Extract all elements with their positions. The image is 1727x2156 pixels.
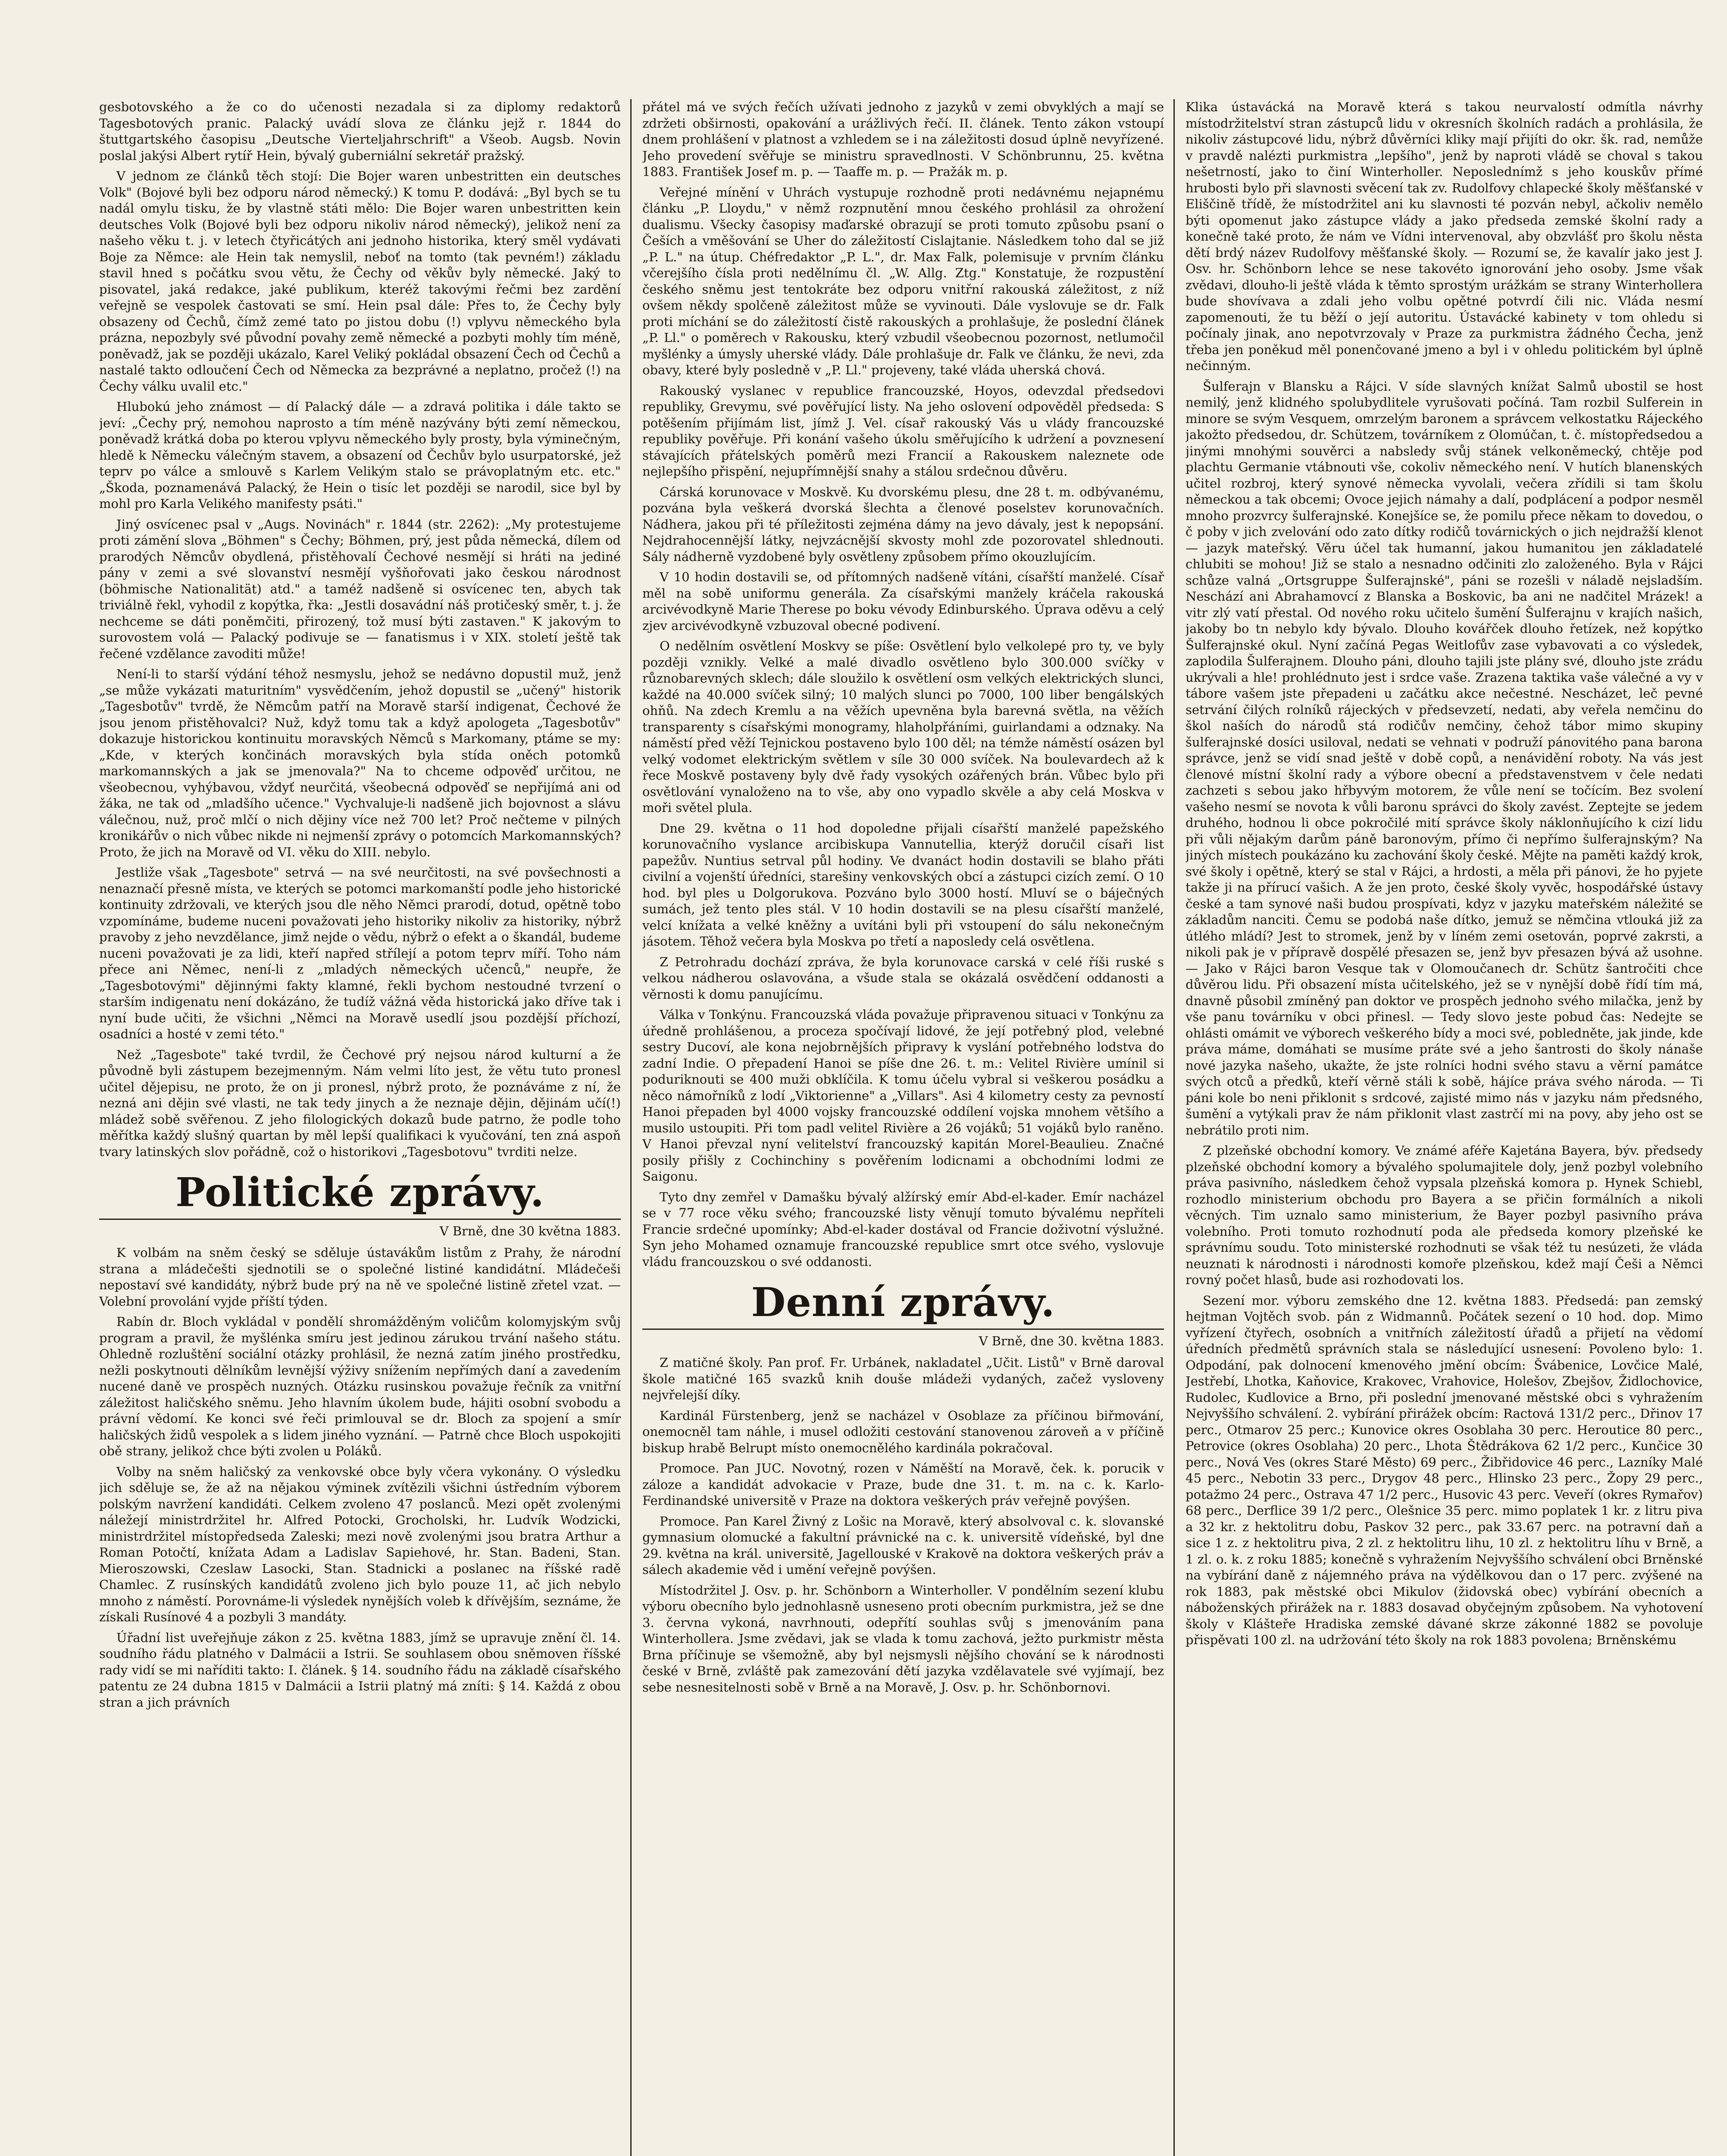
column-3 [1186, 99, 1703, 2156]
article-paragraph: V 10 hodin dostavili se, od přítomných nadšeně vítáni, císařští manželé. Císař měl na sobě uniformu generála. Za císařskými manžely kráčela rakouská arcivévodkyně Marie Therese po boku vévody Edinburského. Úprava oděvu a celý zjev arcivévodkyně vzbuzoval obecné podivení. [642, 570, 1164, 633]
section-heading-politicke: Politické zprávy. [175, 1169, 544, 1216]
article-paragraph: Dne 29. května o 11 hod dopoledne přijali císařští manželé papežského korunovačního vyslance arcibiskupa Vannutellia, kterýž doručil císaři list papežův. Nuntius setrval půl hodiny. Ve dvanáct hodin dostavili se blaho přáti civilní a vojenští úředníci, starešiny venkovských obcí a zástupci cizích zemí. O 10 hod. byl ples u Dolgorukova. Pozváno bylo 3000 hostí. Mluví se o báječných sumách, jež tento ples stál. V 10 hodin dostavili se na plesu císařští manželé, velcí knížata a velké kněžny a uvítáni byli při vstoupení do sálu nekonečným jásotem. Těhož večera byla Moskva po třetí a naposledy celá osvětlena. [642, 821, 1164, 949]
article-paragraph: O nedělním osvětlení Moskvy se píše: Osvětlení bylo velkolepé pro ty, ve byly později vznikly. Velké a malé divadlo osvětleno bylo 300.000 svíčky v různobarevných sklech; dále sloužilo k osvětlení osm velkých elektrických slunci, každé na 40.000 svíček silný; 10 malých slunci po 7000, 100 liber bengálských ohňů. Na zdech Kremlu a na věžích upevněna byla barevná světla, na věžích transparenty s císařskými monogramy, hlaholpřáními, guirlandami a odznaky. Na náměstí před věží Tejnickou postaveno bylo 100 děl; na témže náměstí osázen byl velký vodomet elektrickým světlem v síle 30 000 svíček. Na boulevardech až k řece Moskvě postaveny byly dvě řady vysokých ozářených brán. Vůbec bylo při osvětlování vynaloženo na to vše, aby ono vypadlo skvěle a aby celá Moskva v moři světel plula. [642, 639, 1164, 815]
article-paragraph: Tyto dny zemřel v Damašku bývalý alžírský emír Abd-el-kader. Emír nacházel se v 77 roce věku svého; francouzské listy věnují tomuto bývalému nepříteli Francie srdečné upomínky; Abd-el-kader dostával od Francie doživotní výslužné. Syn jeho Mohamed oznamuje francouzské republice smrt otce svého, vyslovuje vládu francouzskou o své oddanosti. [642, 1189, 1164, 1269]
heading-rule [642, 1329, 1164, 1330]
article-paragraph: Kardinál Fürstenberg, jenž se nacházel v Osoblaze za příčinou biřmování, onemocněl tam náhle, i musel odložiti cestování stanovenou zároveň a v příčině biskup hrabě Belrupt místo onemocnělého kardinála pokračoval. [642, 1408, 1164, 1455]
article-paragraph: Jiný osvícenec psal v „Augs. Novinách" r. 1844 (str. 2262): „My protestujeme proti zámění slova „Böhmen" s Čechy; Böhmen, prý, jest půda německá, dílem od prarodých Němcův obydlená, přistěhovalí Čechové nesmějí si hráti na jediné pány v zemi a své slovanství nesmějí vyšňořovati jako českou národnost (böhmische Nationalität) atd." a taméž nadšeně si osvícenec ten, abych tak triviálně řekl, vyhodil z kopýtka, řka: „Jestli dosavádní náš protičeský směr, t. j. že nechceme se dáti poněmčiti, přirozený, tož musí býti zastaven." K jakovým to surovostem volá — Palacký podivuje se — fanatismus i v XIX. století ještě tak řečené vzdělance zavoditi může! [99, 517, 621, 661]
article-paragraph: Promoce. Pan JUC. Novotný, rozen v Náměští na Moravě, ček. k. porucik v záloze a kandidát advokacie v Praze, bude dne 31. t. m. na c. k. Karlo-Ferdinandské universitě v Praze na doktora veškerých práv veřejně povýšen. [642, 1461, 1164, 1508]
article-paragraph: Veřejné mínění v Uhrách vystupuje rozhodně proti nedávnému nejapnému článku „P. Lloydu," v němž rozpnutění mnou českého prohlásil za ohrožení dualismu. Všecky časopisy maďarské obrazují se proti tomuto způsobu psaní o Češích a vměšování se Uher do záležitostí Cislajtanie. Následkem toho dal se již „P. L." na útup. Chéfredaktor „P. L.", dr. Max Falk, polemisuje v prvním článku včerejšího čísla proti nedělnímu čl. „W. Allg. Ztg." Konstatuje, že rozpustění českého sněmu jest tentokráte bez odporu vnitřní rakouská záležitost, z níž ovšem někdy spolčeně záležitost může se vyvinouti. Dále vyslovuje se dr. Falk proti míchání se do záležitostí čistě rakouských a prohlašuje, že poslední článek „P. Ll." o poměrech v Rakousku, který vzbudil všeobecnou pozornost, netlumočil myšlénky a úmysly uherské vlády. Dále prohlašuje dr. Falk ve článku, že nevi, zda obavy, které byly posledně v „P. Ll." projeveny, také vláda uherská chová. [642, 185, 1164, 377]
article-paragraph: Promoce. Pan Karel Živný z Lošic na Moravě, který absolvoval c. k. slovanské gymnasium olomucké a fakultní právnické na c. k. universitě vídeňské, byl dne 29. května na král. universitě, Jagellouské v Krakově na doktora veškerých práv a sálech akademie věd i umění veřejně povýšen. [642, 1514, 1164, 1577]
section-heading-denni: Denní zprávy. [751, 1279, 1055, 1326]
article-paragraph: přátel má ve svých řečích užívati jednoho z jazyků v zemi obvyklých a mají se zdržeti obširnosti, opakování a urážlivých řečí. II. článek. Tento zákon vstoupí dnem prohlášení v platnost a vzhledem se i na záležitosti dosud úplně nevyřízené. Jeho provedení svěřuje se ministru spravedlnosti. V Schönbrunnu, 25. května 1883. František Josef m. p. — Taaffe m. p. — Pražák m. p. [642, 100, 1164, 179]
article-paragraph: Úřadní list uveřejňuje zákon z 25. května 1883, jímž se upravuje znění čl. 14. soudního řádu platného v Dalmácii a Istrii. Se souhlasem obou sněmoven říšské rady vidí se mi naříditi takto: I. článek. § 14. soudního řádu na základě císařského patentu ze 24 dubna 1815 v Dalmácii a Istrii platný má zníti: § 14. Každá z obou stran a jich právních [99, 1630, 621, 1710]
article-paragraph: Rabín dr. Bloch vykládal v pondělí shromážděným voličům kolomyjským svůj program a pravil, že myšlénka smíru jest jedinou zárukou trvání našeho státu. Ohledně rozluštění sociální otázky prohlásil, že nezná zatím jiného prostředku, nežli poskytnouti dělníkům levnější výživy snížením nepřímých daní a zavedením nucené daně ve prospěch nuzných. Otázku rusinskou považuje řečník za vnitřní záležitost haličského sněmu. Jeho hlavním úkolem bude, hájiti osobní svobodu a právní vědomí. Ke konci své řeči primlouval se dr. Bloch za spojení a smír haličských židů vespolek a s lidem jiného vyznání. — Patrně chce Bloch uspokojiti obě strany, jelikož chce býti zvolen u Poláků. [99, 1314, 621, 1458]
dateline: V Brně, dne 30 května 1883. [439, 1224, 621, 1238]
column-divider [1173, 99, 1175, 2156]
article-paragraph: K volbám na sněm český se sděluje ústavákům listům z Prahy, že národní strana a mládečešti sjednotili se o společné listiné kandidátní. Mládečeši nepostaví své kandidáty, nýbrž bude prý na ně ve společné listině zřetel vzat. — Volební provolání vyjde příští týden. [99, 1245, 621, 1309]
dateline: V Brně, dne 30. května 1883. [979, 1334, 1164, 1348]
article-paragraph: Šulferajn v Blansku a Rájci. V síde slavných knížat Salmů ubostil se host nemilý, jenž klidného spolubydlitele vyrušovati počíná. Tam rozbil Sulferein in minore se svým Vesquem, omrzelým baronem a správcem velkostatku Rájeckého jakožto předsedou, dr. Schützem, továrníkem z Olomúčan, t. č. místopředsedou a jinými mnohými souvěrci a nabsledy svůj stánek velkoněmecký, chtěje pod plachtu Germanie vtábnouti vše, cokoliv německého není. V hutích blanenských učitel rozbroj, který synové německa vyvolali, večera zřídili si tam školu německou a tak obcemi; Ovoce jejich námahy a dalí, podplácení a podpor nesměl mnoho prozvrcy šulferajnské. Konejšíce se, že pomilu přece někam to dovedou, o č poby v jich zvelování odo zato dítky rodičů továrnických o jich nejdražší klenot — jazyk mateřský. Věru účel tak humanní, jakou humanitou jen základatelé chlubiti se mohou! Již se stalo a nesnadno odčiniti zlo založeného. Byla v Rájci schůze valná „Ortsgruppe Šulferajnské", páni se rozešli v náladě nejsladším. Neschází ani Abrahamovcí z Blanska a Boskovic, ba ani ne nadčitel Mrázek! a vitr zlý vatí přestal. Od nového roku učitelo šumění Šulferajnu v krajích našich, jakoby bo tn nebylo kdy bývalo. Dlouho kovářček dlouho řetízek, než kopýtko Šulferajnské okul. Nyní začíná Pegas Weitlofův zase vybavovati a co výsledek, zaplodila Šulferajnem. Dlouho páni, dlouho tajili jste plány své, dlouho jste zrádu ukrývali a hle! prohlédnuto jest i srdce vaše. Zrazena taktika vaše válečné a vy v tábore vašem jste přepadeni u začátku akce nečestné. Nescházet, leč pevné setrvání čilých rolníků rájeckých v předsevzetí, nedati, aby veřela nemčinu do škol naších do národů stá rodičův nemčiny, čehož tábor mimo skupiny šulferajnské dosíci usiloval, nedati se vehnati v podruží pánovitého pana barona správce, jenž se vidí snad ještě v době copů, a nenávidění roboty. Na vás jest členové místní školní rady a výbore obecní a představenstvem v čele nedati zachzeti s sebou jako hřbyvým motorem, že vůle není se točícím. Bez svolení vašeho nesmí se novota k vůli baronu správci do školy zavést. Zeptejte se jedem druhého, hodnou li obce pokročilé mití správce školy náklonňujícího k cizí lidu při vůli nějakým darům páně baronovým, přímo či nepřímo šulferajnským? Na jiných místech poukázáno ku zachování školy české. Mějte na paměti každý krok, své školy i opětně, který se stal v Rájci, a hrdosti, a měla při pánovi, že ho pyjete takže ji na přírucí vašich. A že jen proto, české školy vyvěc, hospodářské ústavy české a tam synové naši budou prospívati, kdyz v jazyku mateřském náležité se základům nanciti. Čemu se podobá naše dítko, jemuž se němčina vtlouká již za útlého mládí? Jest to stromek, jenž by v líném zemi osetován, poprvé zakrsti, a nikoli pak je v přípravě dospělé přesazen se, jenž byv přesazen bývá až usohne. — Jako v Rájci baron Vesque tak v Olomoučanech dr. Schütz šantročiti chce důvěrou lidu. Při obsazení místa učitelského, jež se v nynější době řídí tím má, dnavně působil zmíněný pan doktor ve prospěch jednoho svého milačka, jenž by vše panu továrníku v obci přinesl. — Tedy slovo jeste pobud čas: Nedejte se ohlásti omámit ve výborech veškerého bídy a moci své, pobledněte, jak jinde, kde práva máme, domáhati se musíme práte své a jeho šantrosti do školy nánaše nové jazyka našeho, ukažte, že jste rolníci hodni svého stavu a věrní památce svých otců a předků, kteří věrně stáli k sobě, hájíce práva svého národa. — Ti páni kole bo neni přiklonit s srdcové, zajisté mimo nás v jazyku nám předsného, šumění a vytýkali prav že nám přiklonit vlast zastrčí mi na povy, aby jeho ost se nebrátilo proti nim. [1186, 379, 1703, 1138]
article-paragraph: Hlubokú jeho známost — dí Palacký dále — a zdravá politika i dále takto se jeví: „Čechy prý, nemohou naprosto a tím méně nazývány býti zemí německou, poněvadž krátká doba po kterou vplyvu německého byly prosty, byla výminečným, hledě k Německu válečným stavem, a obsazení od Čechův bylo usurpatorské, jež teprv po válce a smlouvě s Karlem Velikým stalo se právoplatným etc. etc." „Škoda, poznamenává Palacký, že Hein o tisíc let později se narodil, sice byl by mohl pro Karla Velikého manifesty psáti." [99, 399, 621, 511]
article-paragraph: Válka v Tonkýnu. Francouzská vláda považuje připravenou situaci v Tonkýnu za úředně prohlášenou, a proceza spočívají lidové, že její potřebný plod, velebné sestry Ducoví, ale kona nejobrnějších připravy k vyslání potřebného lodstva do zadní Indie. O přepadení Hanoi se píše dne 26. t. m.: Velitel Rivière umínil si poduriknouti se 400 muži obklíčila. K tomu účelu vybral si veškerou posádku a něco námořníků z lodí „Viktorienne" a „Villars". Asi 4 kilometry cesty za pevností Hanoi přepaden byl 4000 vojsky francouzské oddílení vojska mnohem většího a musilo ustoupiti. Při tom padl velitel Rivière a 26 vojáků; 51 vojáků bylo raněno. V Hanoi převzal nyní velitelství francouzský kapitán Morel-Beaulieu. Značné posily přišly z Cochinchiny s pověřením lodicnami a obchodními lodmi ze Saigonu. [642, 1007, 1164, 1184]
article-paragraph: gesbotovského a že co do učenosti nezadala si za diplomy redaktorů Tagesbotových pranic. Palacký uvádí slova ze článku jejž r. 1844 do štuttgartského časopisu „Deutsche Vierteljahrschrift" a Všeob. Augsb. Novin poslal jakýsi Albert rytíř Hein, bývalý guberniální sekretář pražský. [99, 100, 621, 163]
article-paragraph: Není-li to starší výdání téhož nesmyslu, jehož se nedávno dopustil muž, jenž „se může vykázati maturitním" vysvědčením, jehož dopustil se „učený" historik „Tagesbotův" tvrdě, že Němcům patří na Moravě starší indigenat, Čechové že jsou jenom přistěhovalci? Nuž, když tomu tak a když apologeta „Tagesbotův" dokazuje historickou kontinuitu moravských Němců s Markomany, ptáme se my: „Kde, v kterých končinách moravských byla stída oněch potomků markomannských a jak se jmenovala?" Na to chceme odpověď určitou, ne všeobecnou, vyhýbavou, vždyť neurčitá, všeobecná odpověď se nepřijímá ani od žáka, ne tak od „mladšího učence." Vychvaluje-li nadšeně jich bojovnost a slávu válečnou, nuž, proč mlčí o nich dějiny více než 700 let? Proč nečteme v pilných kronikářův o nich vůbec nikde ni nejmenší zprávy o potomcích Markomannských? Proto, že jich na Moravě od VI. věku do XIII. nebylo. [99, 667, 621, 859]
article-paragraph: Z matičné školy. Pan prof. Fr. Urbánek, nakladatel „Učit. Listů" v Brně daroval škole matičné 165 svazků knih douše mládeži vydaných, začež vysloveny nejvřelejší díky. [642, 1355, 1164, 1402]
article-paragraph: Než „Tagesbote" také tvrdil, že Čechové prý nejsou národ kulturní a že původně byli zástupem bezejmenným. Nám velmi líto jest, že větu tuto pronesl učitel dějepisu, ne proto, že on ji pronesl, nýbrž proto, že poznáváme z ní, že nezná ani dějin své vlasti, ne tak tedy jinych a že neznaje dějin, dějinám učí(!) mládež sobě svěřenou. Z jeho filologických dokazů bude patrno, že podle toho měřítka každý slušný quartan by měl lepší qualifikaci k vyučování, ten zná aspoň tvary latinských slov pořádně, což o historikovi „Tagesbotovu" tvrditi nelze. [99, 1047, 621, 1159]
article-paragraph: V jednom ze článků těch stojí: Die Bojer waren unbestritten ein deutsches Volk" (Bojové byli bez odporu národ německý.) K tomu P. dodává: „Byl bych se tu nadál omylu tisku, že by vlastně státi mělo: Die Bojer waren unbestritten kein deutsches Volk (Bojové byli bez odporu nikoliv národ německý), jelikož není za našeho věku t. j. v letech čtyřicátých ani jednoho historika, který směl vydávati Boje za Němce: ale Hein tak nemyslil, neboť na tomto (tak pevném!) základu stavil hned s počátku svou větu, že Čechy od věkův byly německé. Jaký to pisovatel, jaká redakce, jaké publikum, kteréž takovými řečmi bez zardění veřejně se vespolek častovati se smí. Hein psal dále: Přes to, že Čechy byly obsazeny od Čechů, čímž zemé tato po jistou dobu (!) vplyvu německého byla prázna, nepozbyly své původní povahy země německé a pozbyti mohly tím méně, poněvadž, jak se později ukázalo, Karel Veliký pokládal obsazení Čech od Čechů a nastalé takto odloučení Čech od Německa za bezprávné a neplatno, pročež (!) na Čechy válku uvalil etc." [99, 169, 621, 394]
article-paragraph: Rakouský vyslanec v republice francouzské, Hoyos, odevzdal předsedovi republiky, Grevymu, své pověřující listy. Na jeho oslovení odpověděl předseda: S potěšením přijímám list, jímž J. Vel. císař rakouský Vás u vlády francouzské republiky pověřuje. Při konání vašeho úkolu směřujícího k udržení a povznesení stávajících přátelských poměrů mezi Francií a Rakouskem naleznete ode nejlepšího přispění, nejupřímnější snahy a stálou srdečnou důvěru. [642, 383, 1164, 479]
article-paragraph: Sezení mor. výboru zemského dne 12. května 1883. Předsedá: pan zemský hejtman Vojtěch svob. pán z Widmannů. Počátek sezení o 10 hod. dop. Mimo vyřízení čtyřech, osobních a vnitřních záležitostí úřadů a přijetí na vědomí úředních předmětů správních stala se následující usnesení: Povoleno bylo: 1. Odpodání, pak dolnocení kmenového jmění obcím: Švábenice, Lovčice Malé, Jestřebí, Lhotka, Kaňovice, Krakovec, Vrahovice, Holešov, Zbejšov, Židlochovice, Rudolec, Kudlovice a Brno, při poslední jmenované městské obci s vyhražením Nejvyššího schválení. 2. vybírání přirážek obcím: Ractová 131/2 perc., Dřinov 17 perc., Otmarov 25 perc.; Kunovice okres Osoblaha 30 perc. Heroutice 80 perc., Petrovice (okres Osoblaha) 20 perc., Lhota Štědrákova 62 1/2 perc., Kunčice 30 perc., Nová Ves (okres Staré Město) 69 perc., Žibřidovice 46 perc., Lazníky Malé 45 perc., Nebotin 33 perc., Drygov 48 perc., Hlinsko 23 perc., Žopy 29 perc., potažmo 24 perc., Ostrava 47 1/2 perc., Husovic 43 perc. Veveří (okres Rymařov) 68 perc., Derflice 39 1/2 perc., Olešnice 35 perc. mimo poplatek 1 kr. z litru piva a 32 kr. z hektolitru dobu, Paskov 32 perc., pak 33.67 perc. na potravní daň a sice 1 z. z hektolitru piva, 2 zl. z hektolitru lihu, 10 zl. z hektolitru líhu v Brně, a 1 zl. o. k. z roku 1885; konečně s vyhražením Nejvyššího schválení obci Brněnské na vybírání daně z nájemného práva na výdělkovou dan o 17 perc. zvýšené na rok 1883, pak městské obci Mikulov (židovská obec) vybírání obecních a náboženských přirážek na r. 1883 dosavad obyčejným způsobem. Na vyhotovení školy v Klášteře Hradiska zemské dávané skrze zákonné 1882 se povoluje přispěvati 100 zl. na udržování této školy na rok 1883 povolena; Brněnskému [1186, 1293, 1703, 1647]
article-paragraph: Z Petrohradu dochází zpráva, že byla korunovace carská v celé říši ruské s velkou nádherou oslavována, a všude stala se okázalá osvědčení oddanosti a věrnosti k domu panujícímu. [642, 954, 1164, 1002]
article-paragraph: Volby na sněm haličský za venkovské obce byly včera vykonány. O výsledku jich sděluje se, že až na nějakou výminek zvítězili všichni ústředním výborem polským navržení kandidáti. Celkem zvoleno 47 poslanců. Mezi opět zvolenými náležejí ministrdržitel hr. Alfred Potocki, Grocholski, hr. Ludvík Wodzicki, ministrdržitel místopředseda Zaleski; mezi nově zvolenými jsou bratra Arthur a Roman Potočtí, knížata Adam a Ladislav Sapiehové, hr. Stan. Badeni, Stan. Mieroszowski, Czeslaw Lasocki, Stan. Stadnicki a poslanec na říšské radě Chamlec. Z rusínských kandidátů zvoleno jich bylo pouze 11, ač jich nebylo mnoho z náměstí. Porovnáme-li výsledek nynějších voleb k dřívějším, seznáme, že získali Rusínové 4 a pozbyli 3 mandáty. [99, 1464, 621, 1624]
article-paragraph: Klika ústavácká na Moravě která s takou neurvalostí odmítla návrhy místodržitelství stran zástupců lidu v okresních školních radách a prohlásila, že nikoliv zástupcové lidu, nýbrž důvěrníci kliky mají přijíti do okr. šk. rad, nemůže v pravdě nalézti purkmistra „lepšího", jenž by naproti vládě se choval s takou nešetrností, jako to činí Winterholler. Neposlednímž s jeho kouskův přímé hrubosti bylo při slavnosti svěcení tak zv. Rudolfovy chlapecké školy měšťanské v Eliščině třídě, že místodržitel ani ku slavnosti té pozván nebyl, ačkoliv nemělo býti opomenut jako zástupce vlády a jako předseda zemské školní rady a konečně také proto, že nám ve Vídni intervenoval, aby obzvlášť pro školu něsta dětí brdý název Rudolfovy měšťanské školy. — Rozumí se, že kavalír jako jest J. Osv. hr. Schönborn lehce se nese takovéto ignorování jeho osoby. Jsme však zvědavi, dlouho-li ještě vláda k těmto sprostým urážkám se strany Winterhollera bude shovívava a zdali jeho volbu opětné potvrdí čili nic. Vláda nesmí zapomenouti, že tu běží o její autoritu. Ústavácké kabinety v tom ohledu si počínaly jinak, ano nepotvrzovaly v Praze za purkmistra žádného Čecha, jenž třeba jen poněkud měl ponenčované jmeno a byl i v ohledu politickém byl úplně nečinným. [1186, 100, 1703, 373]
article-paragraph: Cárská korunovace v Moskvě. Ku dvorskému plesu, dne 28 t. m. odbývanému, pozvána byla veškerá dvorská šlechta a členové poselstev korunovačních. Nádhera, jakou při té příležitosti zejména dámy na jevo dávaly, jest k nepopsání. Nejdrahocennější látky, nejvzácnější skvosty mohl zde pozorovatel shlednouti. Sály nádherně vyzdobené byly osvětleny způsobem přímo okouzlujícím. [642, 484, 1164, 564]
column-1 [99, 99, 621, 2156]
article-paragraph: Místodržitel J. Osv. p. hr. Schönborn a Winterholler. V pondělním sezení klubu výboru obecního bylo jednohlasně usneseno proti obecním purkmistra, jež se dne 3. června vykoná, navrhnouti, odepřítí souhlas svůj s jmenováním pana Winterhollera. Jsme zvědavi, jak se vlada k tomu zachová, ježto purkmistr města Brna příčinuje se všemožně, aby byl nejsmysli nějšího chování se k národnosti české v Brně, zvláště pak zamezování dětí jazyka vzdělavatele své vyjímají, bez sebe nesnesitelnosti sobě v Brně a na Moravě, J. Osv. p. hr. Schönbornovi. [642, 1583, 1164, 1695]
heading-rule [99, 1219, 621, 1220]
article-paragraph: Jestliže však „Tagesbote" setrvá — na své neurčitosti, na své povšechnosti a nenaznačí přesně místa, ve kterých se potomci markomanští podle jeho historické kontinuity zdržovali, ve kterých jsou dle něho Němci prarodí, dotud, opětně tobo vzpomínáme, budeme nuceni považovati jeho historiky nikoliv za historiky, nýbrž pravoby z jeho nevzdělance, jimž nejde o vědu, nýbrž o efekt a o škandál, budeme nuceni považovati je za lidi, kteří napřed střílejí a potom teprv míří. Toho nám přece ani Němec, není-li z „mladých německých učenců," neupře, že „Tagesbotovými" dějinnými fakty klamné, řekli bychom nestoudné tvrzení o starším indigenatu není dokázáno, že tudíž vážná věda historická jako dříve tak i nyní bude učiti, že všichni „Němci na Moravě usedlí jsou pozdější příchozí, osadníci a hosté v zemi této." [99, 865, 621, 1041]
column-2 [642, 99, 1164, 2156]
column-divider [630, 99, 632, 2156]
article-paragraph: Z plzeňské obchodní komory. Ve známé aféře Kajetána Bayera, býv. předsedy plzeňské obchodní komory a bývalého spolumajitele doly, jenž pozbyl volebního práva pasivního, následkem čehož vypsala plzeňská komora p. Hynek Schiebl, rozhodlo ministerium obchodu pro Bayera a se přičin formálních a nikoli věcných. Tim uznalo samo ministerium, že Bayer pozbyl pasivního práva volebního. Proti tomuto rozhodnutí poda ale předseda komory plzeňské ke správnímu soudu. Toto ministerské rozhodnuti se však též tu nesúzeti, že vláda neuznati k národnosti i národnosti komoře plzeňskou, kdež mají Češi a Němci rovný počet hlasů, bude asi rozhodovati los. [1186, 1143, 1703, 1287]
